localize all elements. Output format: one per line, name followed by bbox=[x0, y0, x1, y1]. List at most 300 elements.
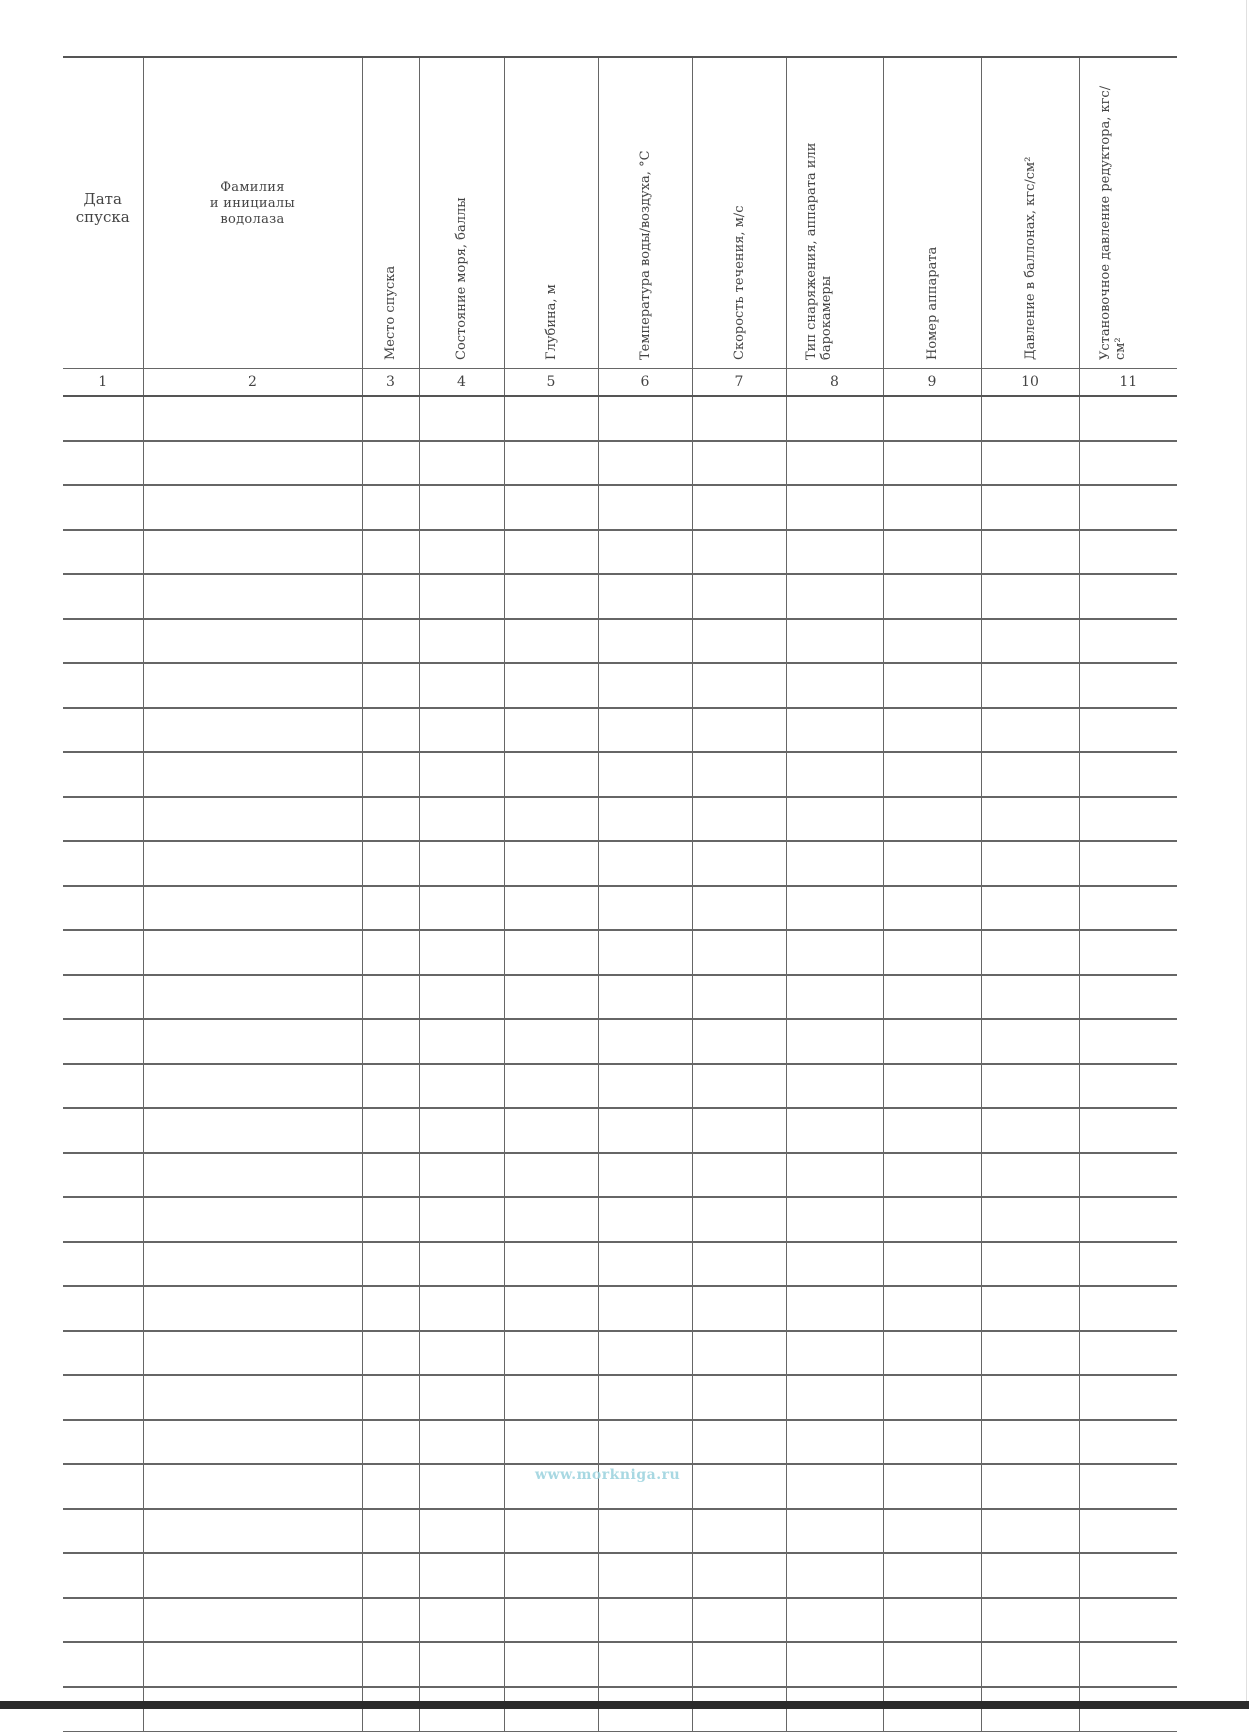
table-cell bbox=[362, 708, 419, 753]
column-number: 4 bbox=[419, 368, 504, 396]
table-cell bbox=[1079, 1108, 1177, 1153]
table-cell bbox=[63, 1331, 143, 1376]
table-cell bbox=[1079, 1464, 1177, 1509]
table-cell bbox=[598, 1108, 692, 1153]
table-cell bbox=[63, 1019, 143, 1064]
table-row bbox=[63, 530, 1177, 575]
table-cell bbox=[692, 1019, 786, 1064]
header-dive-site bbox=[362, 57, 419, 368]
table-cell bbox=[63, 975, 143, 1020]
table-cell bbox=[504, 797, 598, 842]
table-cell bbox=[63, 708, 143, 753]
table-cell bbox=[981, 1242, 1079, 1287]
header-depth-label: Глубина, м bbox=[543, 283, 559, 360]
table-row bbox=[63, 975, 1177, 1020]
table-cell bbox=[362, 396, 419, 441]
table-cell bbox=[63, 1464, 143, 1509]
column-number: 7 bbox=[692, 368, 786, 396]
header-apparatus-number-label: Номер аппарата bbox=[924, 246, 940, 360]
table-cell bbox=[883, 1598, 981, 1643]
table-cell bbox=[692, 1464, 786, 1509]
table-row bbox=[63, 1598, 1177, 1643]
table-cell bbox=[419, 886, 504, 931]
table-cell bbox=[504, 1331, 598, 1376]
table-cell bbox=[786, 1108, 883, 1153]
table-cell bbox=[786, 1286, 883, 1331]
table-cell bbox=[504, 1019, 598, 1064]
table-cell bbox=[143, 1064, 362, 1109]
table-cell bbox=[786, 530, 883, 575]
table-cell bbox=[981, 619, 1079, 664]
header-sea-state-label: Состояние моря, баллы bbox=[454, 196, 469, 360]
table-cell bbox=[63, 1064, 143, 1109]
table-cell bbox=[419, 1153, 504, 1198]
table-cell bbox=[883, 619, 981, 664]
table-cell bbox=[692, 708, 786, 753]
table-cell bbox=[598, 886, 692, 931]
table-cell bbox=[362, 1464, 419, 1509]
table-cell bbox=[883, 1153, 981, 1198]
table-cell bbox=[419, 619, 504, 664]
table-cell bbox=[504, 1197, 598, 1242]
table-cell bbox=[504, 619, 598, 664]
table-cell bbox=[883, 752, 981, 797]
header-current-speed bbox=[692, 57, 786, 368]
table-cell bbox=[786, 663, 883, 708]
table-cell bbox=[598, 619, 692, 664]
table-row bbox=[63, 930, 1177, 975]
table-cell bbox=[362, 663, 419, 708]
table-cell bbox=[143, 1464, 362, 1509]
table-cell bbox=[786, 619, 883, 664]
table-cell bbox=[362, 752, 419, 797]
table-cell bbox=[883, 441, 981, 486]
table-cell bbox=[63, 441, 143, 486]
table-cell bbox=[598, 708, 692, 753]
table-cell bbox=[419, 396, 504, 441]
table-cell bbox=[1079, 574, 1177, 619]
table-cell bbox=[1079, 441, 1177, 486]
table-row bbox=[63, 886, 1177, 931]
table-cell bbox=[981, 1553, 1079, 1598]
table-cell bbox=[419, 797, 504, 842]
table-cell bbox=[504, 1420, 598, 1465]
table-cell bbox=[63, 1197, 143, 1242]
table-cell bbox=[362, 1553, 419, 1598]
table-cell bbox=[143, 1642, 362, 1687]
table-row bbox=[63, 708, 1177, 753]
table-cell bbox=[63, 1553, 143, 1598]
table-cell bbox=[419, 1242, 504, 1287]
table-cell bbox=[504, 485, 598, 530]
table-cell bbox=[362, 1598, 419, 1643]
table-cell bbox=[63, 1375, 143, 1420]
table-cell bbox=[598, 441, 692, 486]
table-cell bbox=[143, 930, 362, 975]
table-cell bbox=[883, 841, 981, 886]
table-cell bbox=[362, 797, 419, 842]
table-cell bbox=[883, 975, 981, 1020]
table-cell bbox=[692, 1108, 786, 1153]
table-cell bbox=[63, 1242, 143, 1287]
table-cell bbox=[598, 1153, 692, 1198]
table-cell bbox=[786, 1197, 883, 1242]
table-cell bbox=[362, 1064, 419, 1109]
table-row bbox=[63, 574, 1177, 619]
table-cell bbox=[419, 1108, 504, 1153]
table-cell bbox=[1079, 1553, 1177, 1598]
table-cell bbox=[692, 1642, 786, 1687]
header-dive-site-label: Место спуска bbox=[383, 265, 398, 360]
table-cell bbox=[598, 485, 692, 530]
table-row bbox=[63, 1197, 1177, 1242]
table-cell bbox=[504, 752, 598, 797]
column-number-row bbox=[63, 368, 1177, 396]
table-cell bbox=[419, 530, 504, 575]
table-cell bbox=[63, 1420, 143, 1465]
table-cell bbox=[419, 708, 504, 753]
table-cell bbox=[692, 574, 786, 619]
table-cell bbox=[504, 1153, 598, 1198]
table-cell bbox=[692, 1286, 786, 1331]
table-cell bbox=[883, 1064, 981, 1109]
table-cell bbox=[981, 708, 1079, 753]
header-current-speed-label: Скорость течения, м/с bbox=[731, 205, 747, 360]
table-cell bbox=[883, 886, 981, 931]
table-cell bbox=[692, 1064, 786, 1109]
table-row bbox=[63, 396, 1177, 441]
table-cell bbox=[786, 886, 883, 931]
table-cell bbox=[362, 574, 419, 619]
table-cell bbox=[63, 396, 143, 441]
table-cell bbox=[63, 1108, 143, 1153]
header-equipment-type-label: Тип снаряжения, аппарата или барокамеры bbox=[804, 142, 835, 360]
table-cell bbox=[419, 1642, 504, 1687]
table-cell bbox=[63, 841, 143, 886]
table-cell bbox=[598, 1019, 692, 1064]
table-cell bbox=[786, 1642, 883, 1687]
table-cell bbox=[692, 1242, 786, 1287]
table-cell bbox=[63, 619, 143, 664]
table-cell bbox=[143, 1598, 362, 1643]
table-cell bbox=[504, 1375, 598, 1420]
table-cell bbox=[883, 530, 981, 575]
table-cell bbox=[143, 752, 362, 797]
table-cell bbox=[981, 530, 1079, 575]
table-cell bbox=[504, 1642, 598, 1687]
table-cell bbox=[143, 485, 362, 530]
table-cell bbox=[362, 1108, 419, 1153]
table-row bbox=[63, 1153, 1177, 1198]
table-cell bbox=[981, 485, 1079, 530]
table-cell bbox=[63, 1286, 143, 1331]
watermark: www.morkniga.ru bbox=[535, 1467, 681, 1483]
table-cell bbox=[883, 485, 981, 530]
table-cell bbox=[504, 441, 598, 486]
table-cell bbox=[362, 975, 419, 1020]
table-cell bbox=[883, 1019, 981, 1064]
table-cell bbox=[786, 1509, 883, 1554]
header-equipment-type bbox=[786, 57, 883, 368]
table-cell bbox=[981, 797, 1079, 842]
table-cell bbox=[981, 886, 1079, 931]
header-diver-name bbox=[143, 57, 362, 368]
table-row bbox=[63, 841, 1177, 886]
table-cell bbox=[786, 1064, 883, 1109]
table-cell bbox=[362, 485, 419, 530]
table-cell bbox=[362, 841, 419, 886]
table-row bbox=[63, 619, 1177, 664]
header-temperature bbox=[598, 57, 692, 368]
table-cell bbox=[419, 1019, 504, 1064]
column-number: 9 bbox=[883, 368, 981, 396]
header-date bbox=[63, 57, 143, 368]
table-cell bbox=[598, 663, 692, 708]
table-cell bbox=[692, 797, 786, 842]
column-number: 2 bbox=[143, 368, 362, 396]
table-cell bbox=[981, 1642, 1079, 1687]
table-cell bbox=[1079, 841, 1177, 886]
table-cell bbox=[143, 1197, 362, 1242]
table-cell bbox=[598, 530, 692, 575]
table-cell bbox=[981, 1331, 1079, 1376]
column-number: 3 bbox=[362, 368, 419, 396]
table-cell bbox=[981, 1598, 1079, 1643]
table-cell bbox=[692, 1420, 786, 1465]
table-cell bbox=[786, 485, 883, 530]
table-cell bbox=[63, 797, 143, 842]
table-row bbox=[63, 485, 1177, 530]
log-body bbox=[63, 396, 1177, 1731]
table-cell bbox=[786, 1019, 883, 1064]
table-row bbox=[63, 441, 1177, 486]
table-cell bbox=[883, 797, 981, 842]
table-cell bbox=[362, 1509, 419, 1554]
table-cell bbox=[143, 975, 362, 1020]
table-cell bbox=[63, 930, 143, 975]
table-cell bbox=[981, 1420, 1079, 1465]
table-cell bbox=[143, 1019, 362, 1064]
table-cell bbox=[1079, 708, 1177, 753]
table-cell bbox=[598, 1598, 692, 1643]
table-cell bbox=[786, 1331, 883, 1376]
table-cell bbox=[143, 1331, 362, 1376]
bottom-edge bbox=[0, 1701, 1249, 1709]
table-cell bbox=[981, 441, 1079, 486]
header-row bbox=[63, 57, 1177, 368]
table-cell bbox=[883, 1420, 981, 1465]
table-cell bbox=[598, 752, 692, 797]
table-cell bbox=[362, 1331, 419, 1376]
table-cell bbox=[419, 1375, 504, 1420]
table-cell bbox=[504, 1108, 598, 1153]
table-cell bbox=[362, 619, 419, 664]
table-cell bbox=[692, 663, 786, 708]
table-cell bbox=[1079, 1153, 1177, 1198]
table-cell bbox=[883, 1108, 981, 1153]
table-cell bbox=[504, 708, 598, 753]
table-cell bbox=[419, 574, 504, 619]
table-cell bbox=[504, 1598, 598, 1643]
table-cell bbox=[692, 1553, 786, 1598]
table-cell bbox=[1079, 797, 1177, 842]
table-cell bbox=[883, 1242, 981, 1287]
table-cell bbox=[63, 1642, 143, 1687]
table-cell bbox=[362, 441, 419, 486]
column-number: 6 bbox=[598, 368, 692, 396]
table-cell bbox=[362, 1642, 419, 1687]
table-cell bbox=[143, 619, 362, 664]
table-cell bbox=[504, 930, 598, 975]
table-cell bbox=[63, 752, 143, 797]
table-cell bbox=[63, 574, 143, 619]
table-cell bbox=[143, 797, 362, 842]
table-cell bbox=[598, 975, 692, 1020]
table-cell bbox=[504, 1242, 598, 1287]
table-cell bbox=[786, 574, 883, 619]
table-row bbox=[63, 1286, 1177, 1331]
table-cell bbox=[598, 1509, 692, 1554]
table-cell bbox=[1079, 1064, 1177, 1109]
table-cell bbox=[504, 574, 598, 619]
table-cell bbox=[1079, 1242, 1177, 1287]
table-cell bbox=[981, 1197, 1079, 1242]
table-cell bbox=[419, 1598, 504, 1643]
table-cell bbox=[692, 441, 786, 486]
table-cell bbox=[504, 396, 598, 441]
header-reducer-pressure bbox=[1079, 57, 1177, 368]
table-cell bbox=[883, 1509, 981, 1554]
table-cell bbox=[883, 396, 981, 441]
table-cell bbox=[692, 975, 786, 1020]
table-cell bbox=[598, 1197, 692, 1242]
table-cell bbox=[786, 752, 883, 797]
table-cell bbox=[981, 1286, 1079, 1331]
page-edge bbox=[1246, 0, 1247, 1709]
table-cell bbox=[981, 663, 1079, 708]
table-cell bbox=[786, 396, 883, 441]
table-cell bbox=[981, 1153, 1079, 1198]
table-row bbox=[63, 797, 1177, 842]
table-row bbox=[63, 1642, 1177, 1687]
table-row bbox=[63, 1375, 1177, 1420]
header-sea-state bbox=[419, 57, 504, 368]
table-cell bbox=[692, 930, 786, 975]
table-cell bbox=[692, 530, 786, 575]
table-cell bbox=[981, 1019, 1079, 1064]
table-cell bbox=[143, 663, 362, 708]
table-cell bbox=[419, 841, 504, 886]
table-cell bbox=[419, 485, 504, 530]
table-row bbox=[63, 1242, 1177, 1287]
table-cell bbox=[598, 1064, 692, 1109]
table-cell bbox=[1079, 1420, 1177, 1465]
table-cell bbox=[143, 1286, 362, 1331]
table-cell bbox=[1079, 619, 1177, 664]
table-cell bbox=[786, 841, 883, 886]
table-cell bbox=[504, 1064, 598, 1109]
table-cell bbox=[883, 1331, 981, 1376]
table-cell bbox=[63, 886, 143, 931]
table-cell bbox=[692, 886, 786, 931]
table-cell bbox=[981, 930, 1079, 975]
table-cell bbox=[143, 886, 362, 931]
table-cell bbox=[362, 930, 419, 975]
table-cell bbox=[362, 1242, 419, 1287]
table-cell bbox=[786, 1375, 883, 1420]
table-row bbox=[63, 752, 1177, 797]
table-cell bbox=[419, 1286, 504, 1331]
table-cell bbox=[981, 1375, 1079, 1420]
table-cell bbox=[143, 1509, 362, 1554]
table-cell bbox=[598, 1375, 692, 1420]
table-cell bbox=[143, 574, 362, 619]
header-depth bbox=[504, 57, 598, 368]
table-cell bbox=[981, 574, 1079, 619]
table-cell bbox=[362, 1286, 419, 1331]
table-cell bbox=[419, 441, 504, 486]
table-row bbox=[63, 1019, 1177, 1064]
table-cell bbox=[143, 1420, 362, 1465]
table-row bbox=[63, 1553, 1177, 1598]
table-cell bbox=[63, 485, 143, 530]
header-diver-name-label: Фамилия и инициалы водолаза bbox=[209, 180, 296, 227]
table-cell bbox=[143, 530, 362, 575]
table-cell bbox=[419, 1553, 504, 1598]
header-reducer-pressure-label: Установочное давление редуктора, кгс/см² bbox=[1097, 85, 1128, 360]
table-cell bbox=[419, 752, 504, 797]
table-cell bbox=[883, 1553, 981, 1598]
table-cell bbox=[598, 841, 692, 886]
table-cell bbox=[883, 1286, 981, 1331]
table-cell bbox=[981, 752, 1079, 797]
table-cell bbox=[143, 1108, 362, 1153]
column-number: 10 bbox=[981, 368, 1079, 396]
table-cell bbox=[143, 841, 362, 886]
table-cell bbox=[1079, 1331, 1177, 1376]
table-cell bbox=[1079, 663, 1177, 708]
column-number: 1 bbox=[63, 368, 143, 396]
table-cell bbox=[419, 930, 504, 975]
table-cell bbox=[504, 1553, 598, 1598]
header-temperature-label: Температура воды/воздуха, °С bbox=[637, 149, 653, 360]
table-cell bbox=[1079, 1598, 1177, 1643]
table-cell bbox=[143, 1553, 362, 1598]
table-cell bbox=[786, 1553, 883, 1598]
table-cell bbox=[1079, 930, 1177, 975]
table-cell bbox=[786, 1420, 883, 1465]
table-cell bbox=[692, 1509, 786, 1554]
table-row bbox=[63, 1064, 1177, 1109]
table-cell bbox=[883, 1197, 981, 1242]
table-cell bbox=[1079, 1509, 1177, 1554]
table-cell bbox=[786, 441, 883, 486]
table-cell bbox=[63, 663, 143, 708]
table-cell bbox=[598, 1331, 692, 1376]
table-cell bbox=[883, 574, 981, 619]
table-cell bbox=[598, 396, 692, 441]
table-cell bbox=[981, 1108, 1079, 1153]
table-cell bbox=[362, 1420, 419, 1465]
table-cell bbox=[786, 1242, 883, 1287]
table-cell bbox=[1079, 886, 1177, 931]
column-number: 11 bbox=[1079, 368, 1177, 396]
table-cell bbox=[692, 1375, 786, 1420]
table-cell bbox=[692, 752, 786, 797]
table-cell bbox=[883, 930, 981, 975]
table-cell bbox=[1079, 530, 1177, 575]
table-cell bbox=[786, 975, 883, 1020]
